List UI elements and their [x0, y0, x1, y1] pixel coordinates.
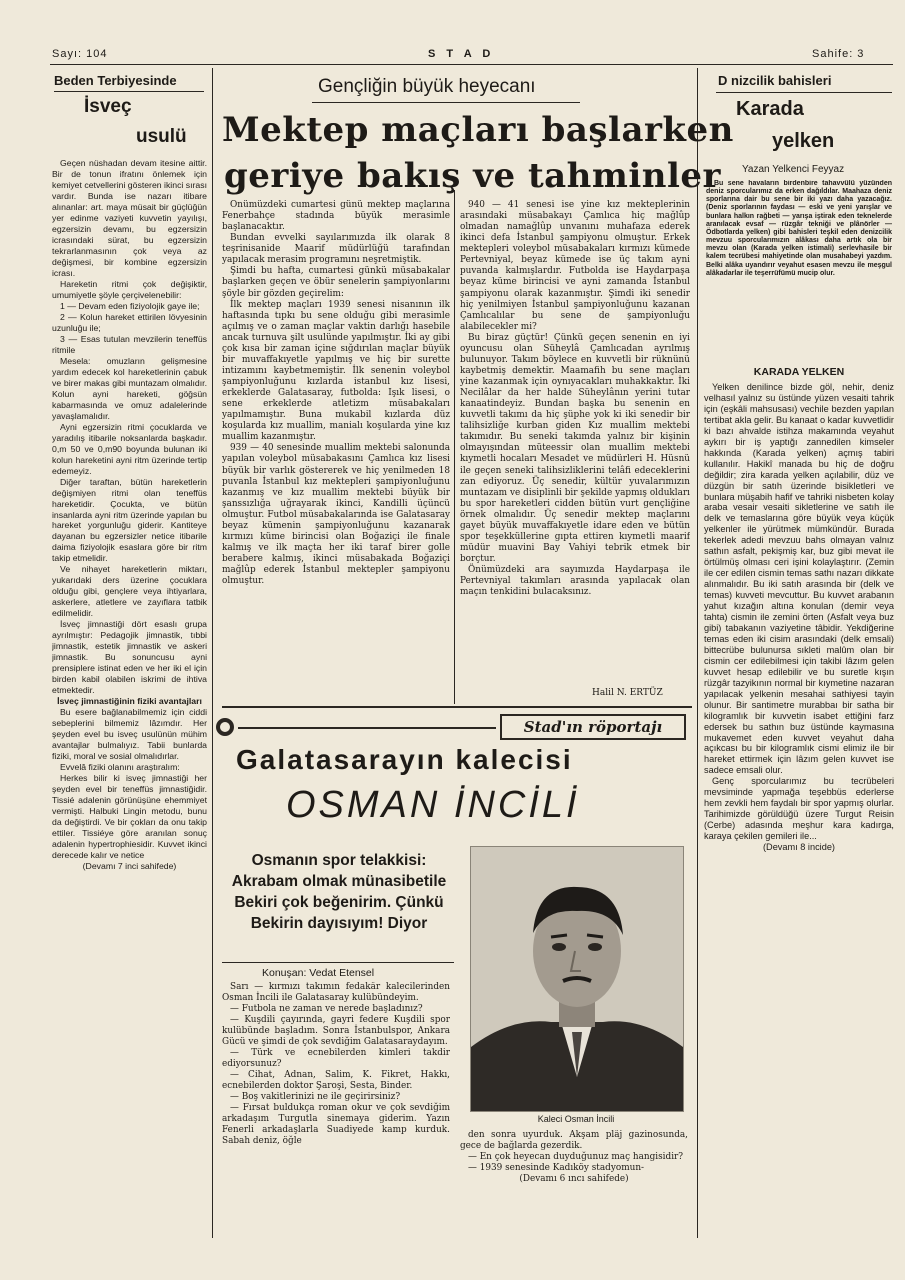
paragraph: 1 — Devam eden fiziyolojik gaye ile; [60, 300, 200, 311]
paragraph: Şimdi bu hafta, cumartesi günkü müsabakalar başlarken geçen ve öbür senelerin şampiyonlarını şöyle bir gözden geçirelim: [222, 266, 450, 299]
paragraph: Önümüzdeki cumartesi günü mektep maçlarına Fenerbahçe stadında büyük merasimle başlanacaktır. [222, 200, 450, 233]
paragraph: — Kuşdili çayırında, gayri federe Kuşdili spor kulübünde başladım. Sonra İstanbulspor, Ankara Gücü ve şimdi de çok sevdiğim Galatasaraydayım. [222, 1015, 450, 1048]
paragraph: — Cihat, Adnan, Salim, K. Fikret, Hakkı, ecnebilerden doktor Şaroşi, Sesta, Binder. [222, 1070, 450, 1092]
paragraph: İlk mektep maçları 1939 senesi nisanının ilk haftasında tıpkı bu sene olduğu gibi merasimle açılmış ve o zaman maçlar vaktin darlığı hasebile ancak turnuva şilt usulünde yapılmıştır. İki ay gibi çok kısa bir zaman içine sığdırılan maçlar büyük bir muvaffakıyetle yapılmış ve hiç bir surette intizamını kaybetmemiştir. İlk senenin voleybol şampiyonluğunu kızlarda istanbul kız lisesi, erkeklerde Galatasaray, futbolda: Işık lisesi, o sene erkeklerde atletizm müsabakaları yapılmamıştır. Buna mukabil kızlarda düz koşularda kız muallim, manialı koşularda yine kız muallim kazanmıştır. [222, 299, 450, 443]
column-rule [454, 190, 455, 704]
paragraph: — Boş vakitlerinizi ne ile geçirirsiniz? [230, 1092, 401, 1103]
paragraph: Bu esere bağlanabilmemiz için ciddi sebeplerini bilmemiz lâzımdır. Her şeyden evel bu isveç usulünün mühim avantajlar bulmalıyız. Tabii bunlarda fiziki, moral ve sosial olmalıdırlar. [52, 707, 207, 762]
interview-body [222, 982, 450, 1222]
portrait-illustration [471, 847, 683, 1111]
paragraph: Herkes bilir ki isveç jimnastiği her şeyden evel bir teneffüs jimnastiğidir. Tissié adalenin görünüşüne ehemmiyet vermişti. Halbuki Lingin metodu, bunu da değiştirdi. Ve bir çokları da onu takip ettiler. Tissiéye göre aranılan sonuç adalenin hypertrophiesidir. Kuvvet ikinci derecede kalır ve netice [52, 773, 207, 861]
interview-name: OSMAN İNCİLİ [286, 784, 580, 826]
left-title: İsveç [84, 96, 132, 117]
paragraph: Ve nihayet hareketlerin miktarı, yukarıdaki ders üzerine çocuklara olduğu gibi, gençlere veya ihtiyarlara, askerlere, atletlere ve zayıflara tatbik edilmelidir. [52, 564, 207, 619]
paragraph: — Fırsat buldukça roman okur ve çok sevdiğim arkadaşım Turgutla sinemaya giderim. Yazın Fenerli arkadaşlarla Suadiyede kamp kurduk. Sabah deniz, öğle [222, 1103, 450, 1147]
left-article-body [52, 158, 207, 1243]
column-rule [697, 68, 698, 1238]
paragraph: — Türk ve ecnebilerden kimleri takdir ediyorsunuz? [222, 1048, 450, 1070]
paragraph: Ayni egzersizin ritmi çocuklarda ve yaradılış itibarile noksanlarda başkadır. 0,m 50 ve 0,m90 boyunda bulunan iki kolun hareketini ayni ritm üzerinde tertip edemeyiz. [52, 421, 207, 476]
header-rule [50, 64, 893, 65]
paragraph: Sarı — kırmızı takımın fedakâr kalecilerinden Osman İncili ile Galatasaray kulübündeyim. [222, 982, 450, 1004]
interview-rule [222, 706, 692, 708]
issue-number: Sayı: 104 [52, 48, 108, 60]
paragraph: Mesela: omuzların gelişmesine yardım edecek kol hareketlerinin çabuk ve birer makas gibi muntazam olmalıdır. Kolun ayni hareketi, göğsün kabarmasında ve omuz adalelerinde yavaşlamalıdır. [52, 355, 207, 421]
paragraph: Geçen nüshadan devam itesine aittir. Bir de tonun ifratını önlemek için kemiyet cetvellerini gösteren ikinci sırası vardır. Bunda ise nazarı itibare alınanlar: art. maya müsait bir güçlüğün yer edinme vaziyeti kuvvetin yayılışı, egzersizin devamı, bu egzersizin icrasındaki sürat, bu egzersizin tekrarlanmasının çok veya az değişmesi, bir kombine egzersizin icrası. [52, 158, 207, 278]
kicker-underline [312, 102, 580, 103]
paragraph: 940 — 41 senesi ise yine kız mekteplerinin arasındaki müsabakayı Çamlıca hiç mağlûp olmadan namağlûp unvanını muhafaza ederek ikinci defa İstanbul şampiyonu olmuştur. Erkek mektepleri voleybol müsabakaları kırmızı kümede Pertevniyal, beyaz kümede ise üç takım ayni puvanda kalmışlardır. Futbolda ise Haydarpaşa beyaz küme birincisi ve ayni zamanda İstanbul şampiyonu olarak kazanmıştır. Şimdi iki senedir hiç yenilmiyen İstanbul şampiyonluğunu kazanan Çamlıcalılar bu sene de şampiyonluğu alabilecekler mi? [460, 200, 690, 332]
paragraph: 3 — Esas tutulan mevzilerin teneffüs ritmile [52, 333, 207, 355]
paragraph: Genç sporcularımız bu tecrübeleri mevsiminde yapmağa teşebbüs ederlerse hem zevkli hem faydalı bir spor yapmış olurlar. Tarihimizde görüldüğü üzere Turgut Reisin (Cerbe) adasında meşhur kara kadırga, karaya çekilen gemileri ile... [704, 776, 894, 842]
paragraph: Evvelâ fiziki olanını araştıralım: [60, 762, 180, 773]
interview-body-right [460, 1130, 688, 1226]
paragraph: Bu biraz güçtür! Çünkü geçen senenin en iyi oyuncusu olan Süheylâ Çamlıcadan ayrılmış bulunuyor. Takım böylece en kuvvetli bir rüknünü kaybetmiş demektir. Maamafih bu sene maçları yine kazanmak için oynıyacakları muhakkaktır. İki Necilâlar da her halde Süheylânın yerini tutar kanaatindeyiz. Bundan başka bu senenin en kuvvetli takımı da hiç şüphe yok ki iki senedir bir talihsizliğe kurban giden Kız muallim mektebi takımıdır. Bu seneki takımda yalnız bir kişinin olmayışından müteessir olan muallim mektebi kıymetli hocaları Mesadet ve müdürleri H. Hüsnü ile geçen seneki talihsizliklerini telâfi edeceklerini zan ediyoruz. Üç senedir, kültür yuvalarımızın muntazam ve disiplinli bir şekilde yapmış oldukları bu spor hareketleri cidden bütün vurt gençliğine örnek olmalıdır. Üç senedir mektep maçlarını gayet büyük muvaffakıyetle idare eden ve bütün spor teşekküllerine gıpta ettiren kıymetli maarif müdür muavini Bay Vahiyi tebrik etmek bir borçtur. [460, 332, 690, 564]
paragraph: den sonra uyurduk. Akşam plâj gazinosunda, gece de bağlarda gezerdik. [460, 1130, 688, 1152]
right-section-heading: KARADA YELKEN [753, 366, 845, 378]
paragraph: Yelken denilince bizde göl, nehir, deniz velhasıl yalnız su üstünde yüzen vesaiti tahrik için (eşkâli mahsusası) vechile bezden yapılan tertibat akla gelir. Bu kanaat o kadar kuvvetlidir ki bazı ahvalde istihza makamında veyahut aykırı bir iş yaptığı zannedilen kimseler hakkında (Karada yelken) açmış tabiri kullanılır. Hakikî manada bu hiç de doğru değildir; zira karada yelken açılabilir, düz ve düzgün bir satıh üzerinde bisikletleri ve bunlara müşabih hafif ve tahriki nisbeten kolay araba vesair vesaiti sikletlerine ve satıh ile delk ve temaslarına göre büyük veya küçük yelkenler ile yürütmek mümkündür. Burada tekerlek adedi mevzuu bahs olmayan valnız sathın asfalt, pekişmiş kar, buz gibi mevat ile örtülmüş olması ceri işini kolaylaştırır. (Zemin ile cer edilen cismin temas sathı nazarı dikkate alınmalıdır. Bu iki satıh arasında bir (delk ve temas) kuvveti mevcuttur. Bu kuvvet arabanın yahut kızağın altına konulan (demir veya tahta) cismin ile zemini örten (Asfalt veya buz gibi) tabakanın vaziyetine tâbidir. Yekdiğerine temas eden iki cisim arasındaki (delk emsali) bittecrübe bulunursa sıkleti malûm olan bir cismin cer edilebilmesi için takibi lâzım gelen kuvvet hesap edilebilir ve bu suretle kışın rüzgâr tazyikının normal bir kıymetine nazaran yapılacak yelkenin mesahai sathiyesi tayin olunur. Bir santimetre murabbaı bir satha bir kilogramlık bir kuvvetin isabet ettiğini farz edersek bu sathın buz üstünde kaymasına mukavemet eden kuvvet veyahut daha açıkcası bu bir kilogramlık cismi elimiz ile bir hareket ettirmek için lâzım gelen kuvvet ise sadece emsali olur. [704, 382, 894, 776]
right-intro [706, 180, 892, 366]
author-signature: Halil N. ERTÜZ [592, 688, 663, 698]
paragraph: 2 — Kolun hareket ettirilen lövyesinin uzunluğu ile; [52, 311, 207, 333]
interview-byline: Konuşan: Vedat Etensel [262, 967, 375, 979]
subheading: İsveç jimnastiğinin fiziki avantajları [57, 696, 202, 707]
paragraph: Önümüzdeki ara sayımızda Haydarpaşa ile Pertevniyal takımları arasında yapılacak olan maçın tenkidini bulacaksınız. [460, 565, 690, 598]
paragraph: — Futbola ne zaman ve nerede başladınız? [230, 1004, 423, 1015]
portrait-photo [470, 846, 684, 1112]
paragraph: Bu sene havaların birdenbire tahavvülü yüzünden deniz sporcularımız da erken dağıldılar. Maahaza deniz sporlarına dair bu sene bir iki yazı daha yazacağız. (Deniz sporlarının faydası — eski ve yeni yarışlar ve bunlara halkın rağbeti — yarışa iştirak eden teknelerde aranılacak evsaf — rüzgâr tekniği ve plânörler — Ödbotlarda yelken) gibi bahisleri teşkil eden denizcilik mevzuu sporcularımızın alâkası daha artık ola bir mevzu olan (Karada yelken istimali) serlevhasile bir kalem tecrübesi mahiyetinde olan musahabeyi yazdım. Belki alâka uyandırır veyahut esasen mevzu ile meşgul alâkadarlar ile teşerrüfümü mucip olur. [706, 180, 892, 277]
headline: Mektep maçları başlarken [222, 110, 734, 150]
paragraph: 939 — 40 senesinde muallim mektebi salonunda yapılan voleybol müsabakasını Çamlıca kız lisesi büyük bir varlık göstererek ve hiç yenilmeden 18 puvanla İstanbul kız mektepleri şampiyonluğunu kazanmış ve kız muallim mektebi büyük bir şanssızlığa uğrayarak ikinci, Kandilli üçüncü olmuştur. Futbol müsabakalarında ise Galatasaray beyaz kümenin şampiyonluğunu kazanarak kırmızı küme birincisi olan Boğaziçi ile finale kalmış ve ilk maçta her iki taraf birer golle berabere kalmış, ikinci müsabakada Boğaziçi mağlûp ederek İstanbul mektepler şampiyonu olmuştur. [222, 443, 450, 587]
left-kicker-rule [54, 91, 204, 92]
page-number: Sahife: 3 [812, 48, 865, 60]
circle-ornament [216, 718, 234, 736]
paper-name: S T A D [428, 48, 495, 60]
center-article-col-2 [460, 200, 690, 685]
center-article-col-1 [222, 200, 450, 705]
interview-tag: Stad'ın röportajı [500, 714, 686, 740]
right-byline: Yazan Yelkenci Feyyaz [742, 164, 845, 175]
interview-tag-rule [238, 727, 496, 729]
right-kicker-rule [716, 92, 892, 93]
right-title-2: yelken [772, 130, 835, 152]
continued-note: (Devamı 8 incide) [763, 842, 835, 853]
continued-note: (Devamı 6 ıncı sahifede) [519, 1174, 629, 1185]
column-rule [212, 68, 213, 1238]
subheadline-rule [222, 962, 454, 963]
center-kicker: Gençliğin büyük heyecanı [318, 76, 536, 97]
paragraph: — 1939 senesinde Kadıköy stadyomun- [468, 1163, 645, 1174]
interview-headline: Galatasarayın kalecisi [236, 744, 573, 775]
photo-caption: Kaleci Osman İncili [537, 1114, 615, 1124]
headline-2: geriye bakış ve tahminler [224, 156, 721, 196]
paragraph: Hareketin ritmi çok değişiktir, umumiyetle şöyle çerçivelenebilir: [52, 278, 207, 300]
right-article-body [704, 382, 894, 1220]
paragraph: — En çok heyecan duyduğunuz maç hangisidir? [468, 1152, 684, 1163]
right-title: Karada [736, 98, 804, 120]
left-title-2: usulü [136, 126, 187, 147]
continued-note: (Devamı 7 inci sahifede) [82, 861, 177, 871]
left-kicker: Beden Terbiyesinde [54, 73, 177, 88]
right-kicker: D nizcilik bahisleri [718, 73, 832, 88]
paragraph: Diğer taraftan, bütün hareketlerin değişmiyen ritmi olan teneffüs hareketidir. Çocukta, ve bütün insanlarda ayni ritm üzerinde yapılan bu hareket yorgunluğu giderir. Kantiteye dayanan bu egzersizler netice itibarile daima fiziyolojik esaslara göre bir ritm takip etmelidir. [52, 476, 207, 564]
interview-subheadline: Osmanın spor telakkisi: Akrabam olmak münasibetile Bekiri çok beğenirim. Çünkü Bekirin dayısıyım! Diyor [231, 852, 447, 932]
paragraph: Bundan evvelki sayılarımızda ilk olarak 8 teşrinisanide Maarif müdürlüğü tarafından yapılacak merasim programını neşretmiştik. [222, 233, 450, 266]
paragraph: İsveç jimnastiği dört esaslı grupa ayrılmıştır: Pedagojik jimnastik, tıbbi jimnastik, estetik jimnastik ve askeri jimnastik. Bu sonuncusu ayni prensiplere istinat eden ve her iki el için birden kabil olabilen iskrimi de ihtiva etmektedir. [52, 619, 207, 696]
